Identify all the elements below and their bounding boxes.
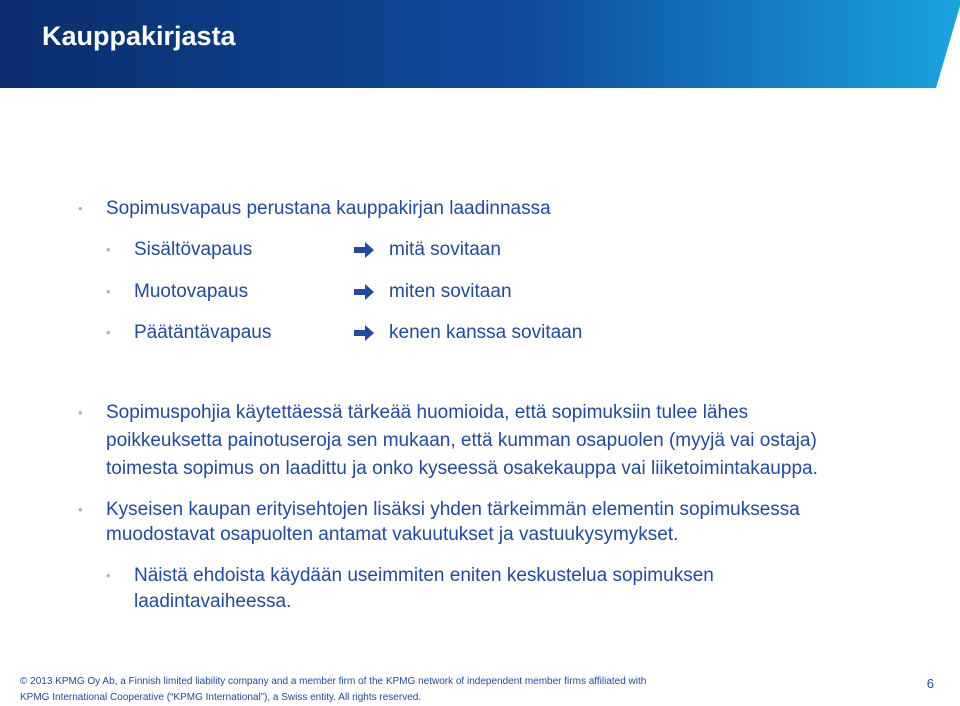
freedom-label: Muotovapaus	[134, 281, 249, 302]
freedom-meaning: mitä sovitaan	[389, 239, 501, 260]
page-title: Kauppakirjasta	[42, 21, 236, 51]
freedom-meaning: miten sovitaan	[389, 281, 512, 302]
copyright-line: KPMG International Cooperative (“KPMG International”), a Swiss entity. All rights reserved.	[20, 692, 422, 703]
copyright-notice	[20, 674, 646, 706]
bullet-marker: •	[78, 405, 83, 420]
freedom-meaning: kenen kanssa sovitaan	[389, 322, 583, 343]
bullet-marker: •	[78, 502, 83, 517]
paragraph-line: Näistä ehdoista käydään useimmiten eniten keskustelua sopimuksen	[134, 565, 714, 586]
arrow-right-icon	[353, 282, 375, 302]
arrow-right-icon	[353, 240, 375, 260]
paragraph-line: muodostavat osapuolten antamat vakuutukset ja vastuukysymykset.	[106, 524, 679, 545]
paragraph-line: Sopimuspohjia käytettäessä tärkeää huomioida, että sopimuksiin tulee lähes	[106, 402, 749, 423]
paragraph-line: toimesta sopimus on laadittu ja onko kyseessä osakekauppa vai liiketoimintakauppa.	[106, 458, 818, 479]
freedom-label: Päätäntävapaus	[134, 322, 272, 343]
paragraph-line: poikkeuksetta painotuseroja sen mukaan, että kumman osapuolen (myyjä vai ostaja)	[106, 430, 817, 451]
bullet-marker: •	[106, 242, 111, 257]
paragraph-line: Kyseisen kaupan erityisehtojen lisäksi yhden tärkeimmän elementin sopimuksessa	[106, 499, 800, 520]
freedom-label: Sisältövapaus	[134, 239, 253, 260]
copyright-line: © 2013 KPMG Oy Ab, a Finnish limited liability company and a member firm of the KPMG network of independent member firms affiliated with	[20, 676, 647, 687]
intro-text: Sopimusvapaus perustana kauppakirjan laadinnassa	[106, 198, 551, 219]
arrow-right-icon	[353, 323, 375, 343]
bullet-marker: •	[106, 325, 111, 340]
bullet-marker: •	[106, 284, 111, 299]
page-number: 6	[926, 676, 934, 691]
bullet-marker: •	[106, 568, 111, 583]
paragraph-line: laadintavaiheessa.	[134, 591, 292, 612]
bullet-marker: •	[78, 201, 83, 216]
